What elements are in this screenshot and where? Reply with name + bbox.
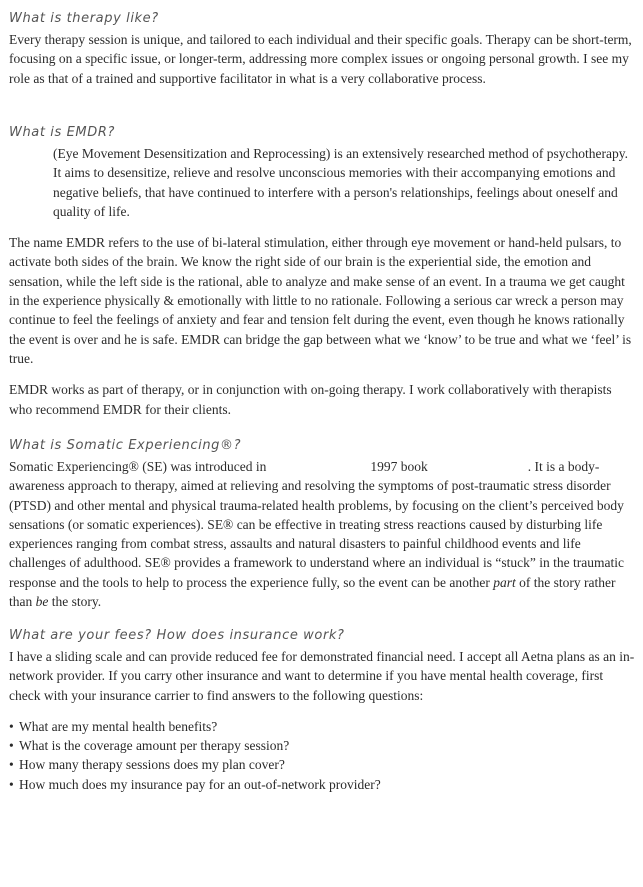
therapy-paragraph: Every therapy session is unique, and tailored to each individual and their specific goals. Therapy can be short-term, focusing on a specific issue, or longer-term, addressing more complex issues or ongoing personal growth. I see my role as that of a trained and supportive facilitator in what is a very collaborative process. bbox=[9, 32, 632, 86]
fees-paragraph: I have a sliding scale and can provide reduced fee for demonstrated financial need. I accept all Aetna plans as an in-network provider. If you carry other insurance and want to determine if you have mental health coverage, first check with your insurance carrier to find answers to the following questions: bbox=[9, 649, 635, 703]
bullet: • bbox=[9, 718, 14, 734]
somatic-end: the story. bbox=[51, 594, 102, 610]
therapy-heading: What is therapy like? bbox=[9, 11, 159, 26]
list-item: • How many therapy sessions does my plan cover? bbox=[9, 755, 635, 774]
bullet: • bbox=[9, 757, 14, 773]
insurance-question-list bbox=[9, 717, 635, 794]
emdr-section bbox=[9, 124, 635, 419]
bullet: • bbox=[9, 776, 14, 792]
emdr-paragraph-3: EMDR works as part of therapy, or in conjunction with on-going therapy. I work collaboratively with therapists who recommend EMDR for their clients. bbox=[9, 382, 612, 417]
somatic-emphasis-be: be bbox=[35, 594, 49, 610]
list-item: • What is the coverage amount per therapy session? bbox=[9, 736, 635, 755]
somatic-emphasis-part: part bbox=[493, 574, 516, 590]
emdr-paragraph-2: The name EMDR refers to the use of bi-lateral stimulation, either through eye movement or hand-held pulsars, to activate both sides of the brain. We know the right side of our brain is the experiential side, the emotion and sensation, while the left side is the rational, able to analyze and make sense of an event. In a trauma we get caught in the experience physically & emotionally with little to no rationale. Following a serious car wreck a person may continue to feel the feelings of anxiety and fear and tension felt during the event, even though he knows rationally the event is over and he is safe. EMDR can bridge the gap between what we ‘know’ to be true and what we ‘feel’ is true. bbox=[9, 235, 632, 366]
emdr-paragraph-1: (Eye Movement Desensitization and Reprocessing) is an extensively researched method of psychotherapy. It aims to desensitize, relieve and resolve unconscious memories with their accompanying emotions and negative beliefs, that have continued to interfere with a person's relationships, feelings about oneself and quality of life. bbox=[53, 146, 628, 219]
emdr-heading: What is EMDR? bbox=[9, 125, 115, 140]
list-item: • What are my mental health benefits? bbox=[9, 717, 635, 736]
somatic-intro-c: . It is a body-awareness approach to therapy, aimed at relieving and resolving the symptoms of post-traumatic stress disorder (PTSD) and other mental and physical trauma-related health problems, by focusing on the client’s perceived body sensations (or somatic experiences). SE® can be effective in treating stress reactions caused by disturbing life experiences ranging from combat stress, assaults and natural disasters to painful childhood events and life challenges of adulthood. SE® provides a framework to understand where an individual is “stuck” in the traumatic response and the tools to help to process the experience fully, so the event can be another bbox=[9, 459, 624, 590]
somatic-intro-a: Somatic Experiencing® (SE) was introduced in bbox=[9, 459, 267, 474]
somatic-mid: of the story rather than bbox=[9, 574, 616, 610]
somatic-intro-b: 1997 book bbox=[370, 459, 428, 474]
fees-heading: What are your fees? How does insurance work? bbox=[9, 628, 345, 643]
bullet: • bbox=[9, 738, 14, 754]
somatic-section bbox=[9, 437, 635, 611]
somatic-heading: What is Somatic Experiencing®? bbox=[9, 438, 242, 453]
list-item: • How much does my insurance pay for an out-of-network provider? bbox=[9, 775, 635, 794]
therapy-section bbox=[9, 10, 635, 88]
somatic-paragraph bbox=[9, 457, 635, 611]
fees-section bbox=[9, 627, 635, 794]
